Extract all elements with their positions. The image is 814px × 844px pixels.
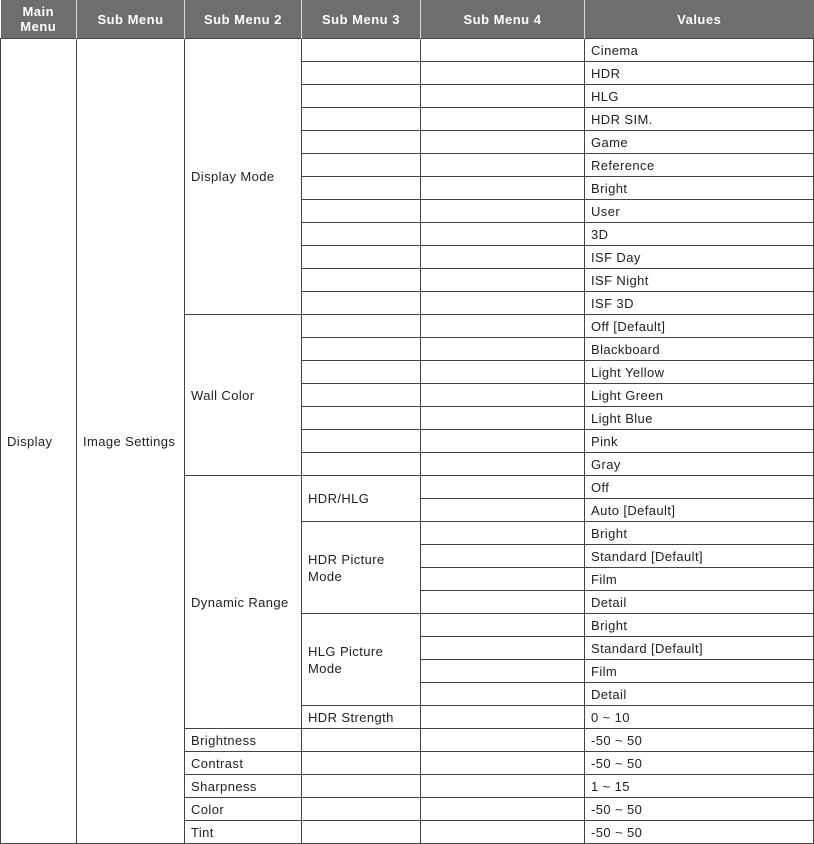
empty-cell — [302, 177, 421, 200]
empty-cell — [421, 246, 585, 269]
empty-cell — [302, 729, 421, 752]
value-cell: Off [Default] — [585, 315, 814, 338]
value-cell: HDR — [585, 62, 814, 85]
empty-cell — [302, 338, 421, 361]
empty-cell — [421, 292, 585, 315]
header-sub-menu: Sub Menu — [77, 0, 185, 39]
color-label: Color — [185, 798, 302, 821]
value-cell: -50 ~ 50 — [585, 752, 814, 775]
empty-cell — [421, 660, 585, 683]
empty-cell — [302, 269, 421, 292]
value-cell: Detail — [585, 683, 814, 706]
empty-cell — [421, 200, 585, 223]
header-sub-menu-4: Sub Menu 4 — [421, 0, 585, 39]
empty-cell — [302, 223, 421, 246]
value-cell: Game — [585, 131, 814, 154]
empty-cell — [421, 407, 585, 430]
value-cell: Bright — [585, 614, 814, 637]
wall-color-label: Wall Color — [185, 315, 302, 476]
header-values: Values — [585, 0, 814, 39]
empty-cell — [421, 223, 585, 246]
empty-cell — [421, 269, 585, 292]
value-cell: ISF 3D — [585, 292, 814, 315]
empty-cell — [302, 752, 421, 775]
value-cell: -50 ~ 50 — [585, 729, 814, 752]
hdr-picture-mode-label: HDR Picture Mode — [302, 522, 421, 614]
value-cell: Detail — [585, 591, 814, 614]
value-cell: Film — [585, 568, 814, 591]
empty-cell — [421, 131, 585, 154]
display-mode-label: Display Mode — [185, 39, 302, 315]
empty-cell — [302, 39, 421, 62]
empty-cell — [421, 752, 585, 775]
sub-menu-cell: Image Settings — [77, 39, 185, 844]
table-row — [1, 39, 814, 62]
empty-cell — [421, 315, 585, 338]
empty-cell — [302, 131, 421, 154]
value-cell: Auto [Default] — [585, 499, 814, 522]
empty-cell — [302, 292, 421, 315]
sharpness-label: Sharpness — [185, 775, 302, 798]
value-cell: ISF Night — [585, 269, 814, 292]
empty-cell — [421, 154, 585, 177]
value-cell: 0 ~ 10 — [585, 706, 814, 729]
value-cell: Film — [585, 660, 814, 683]
contrast-label: Contrast — [185, 752, 302, 775]
header-row — [1, 0, 814, 39]
empty-cell — [302, 384, 421, 407]
empty-cell — [302, 430, 421, 453]
empty-cell — [421, 522, 585, 545]
empty-cell — [421, 499, 585, 522]
empty-cell — [302, 798, 421, 821]
value-cell: -50 ~ 50 — [585, 821, 814, 844]
dynamic-range-label: Dynamic Range — [185, 476, 302, 729]
value-cell: -50 ~ 50 — [585, 798, 814, 821]
header-sub-menu-2: Sub Menu 2 — [185, 0, 302, 39]
empty-cell — [421, 591, 585, 614]
value-cell: Blackboard — [585, 338, 814, 361]
empty-cell — [302, 775, 421, 798]
empty-cell — [421, 683, 585, 706]
empty-cell — [421, 177, 585, 200]
empty-cell — [302, 453, 421, 476]
empty-cell — [421, 361, 585, 384]
empty-cell — [421, 568, 585, 591]
empty-cell — [302, 361, 421, 384]
value-cell: Reference — [585, 154, 814, 177]
value-cell: HDR SIM. — [585, 108, 814, 131]
empty-cell — [421, 729, 585, 752]
empty-cell — [302, 315, 421, 338]
value-cell: 3D — [585, 223, 814, 246]
value-cell: Light Yellow — [585, 361, 814, 384]
empty-cell — [421, 430, 585, 453]
value-cell: Light Blue — [585, 407, 814, 430]
value-cell: Pink — [585, 430, 814, 453]
empty-cell — [421, 62, 585, 85]
empty-cell — [421, 637, 585, 660]
hlg-picture-mode-label: HLG Picture Mode — [302, 614, 421, 706]
empty-cell — [421, 85, 585, 108]
empty-cell — [302, 821, 421, 844]
empty-cell — [421, 798, 585, 821]
value-cell: Bright — [585, 522, 814, 545]
main-menu-cell: Display — [1, 39, 77, 844]
hdr-hlg-label: HDR/HLG — [302, 476, 421, 522]
empty-cell — [421, 775, 585, 798]
empty-cell — [421, 614, 585, 637]
value-cell: Bright — [585, 177, 814, 200]
empty-cell — [421, 545, 585, 568]
empty-cell — [302, 246, 421, 269]
brightness-label: Brightness — [185, 729, 302, 752]
empty-cell — [421, 706, 585, 729]
value-cell: Standard [Default] — [585, 637, 814, 660]
header-sub-menu-3: Sub Menu 3 — [302, 0, 421, 39]
empty-cell — [421, 338, 585, 361]
empty-cell — [302, 108, 421, 131]
value-cell: 1 ~ 15 — [585, 775, 814, 798]
value-cell: Off — [585, 476, 814, 499]
empty-cell — [421, 39, 585, 62]
empty-cell — [421, 384, 585, 407]
empty-cell — [302, 407, 421, 430]
value-cell: ISF Day — [585, 246, 814, 269]
value-cell: Standard [Default] — [585, 545, 814, 568]
empty-cell — [302, 154, 421, 177]
empty-cell — [421, 108, 585, 131]
hdr-strength-label: HDR Strength — [302, 706, 421, 729]
empty-cell — [302, 85, 421, 108]
empty-cell — [302, 200, 421, 223]
value-cell: User — [585, 200, 814, 223]
empty-cell — [421, 453, 585, 476]
empty-cell — [421, 821, 585, 844]
empty-cell — [302, 62, 421, 85]
empty-cell — [421, 476, 585, 499]
value-cell: Gray — [585, 453, 814, 476]
tint-label: Tint — [185, 821, 302, 844]
value-cell: Light Green — [585, 384, 814, 407]
value-cell: HLG — [585, 85, 814, 108]
value-cell: Cinema — [585, 39, 814, 62]
header-main-menu: Main Menu — [1, 0, 77, 39]
